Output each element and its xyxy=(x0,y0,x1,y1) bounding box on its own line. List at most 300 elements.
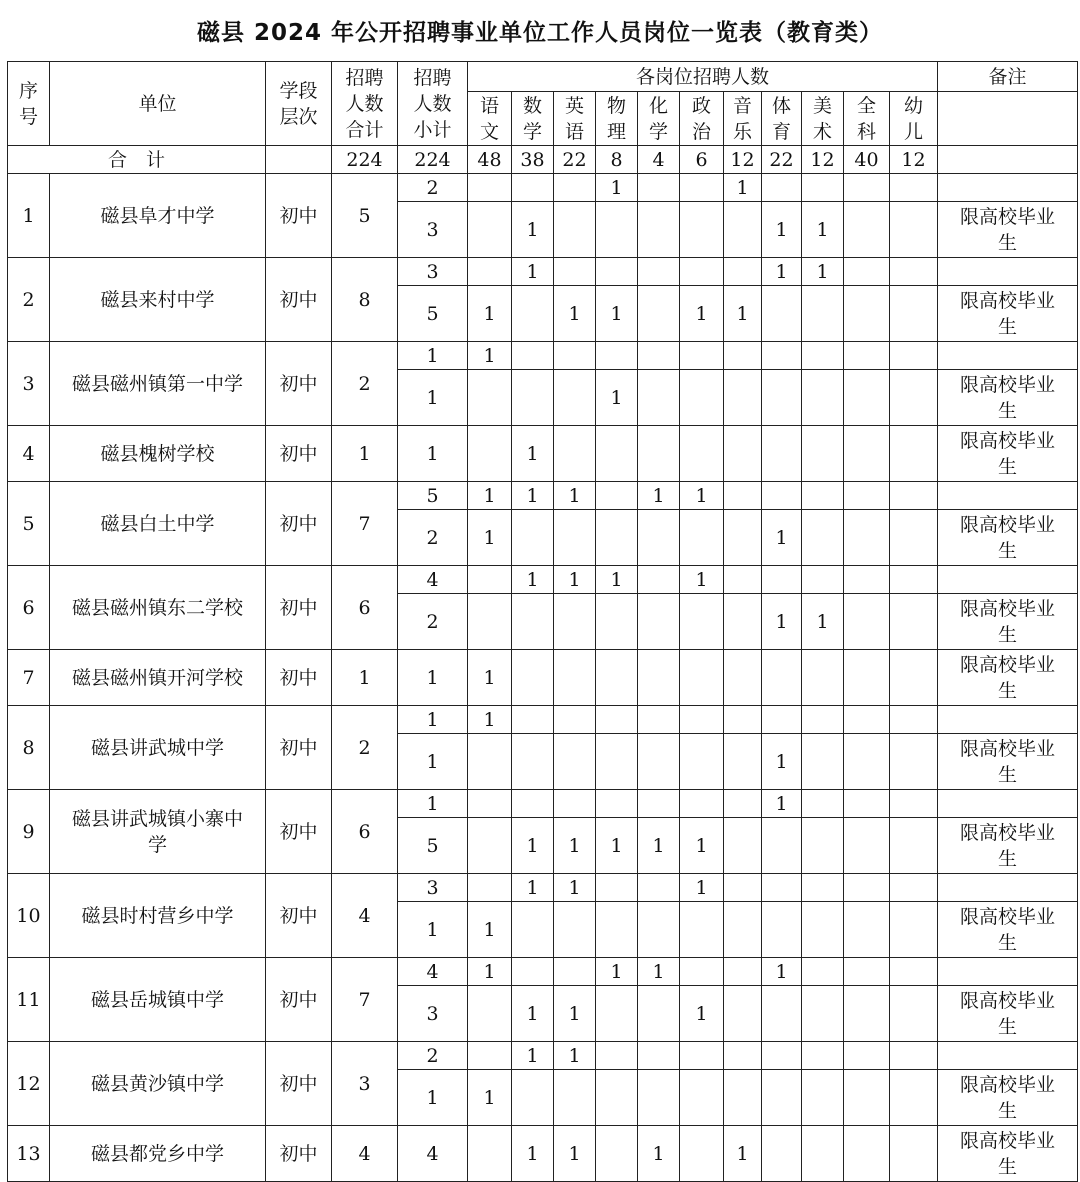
unit-subtotal: 1 xyxy=(398,1070,468,1126)
header-level-text: 层次 xyxy=(279,105,318,128)
subject-count xyxy=(724,510,762,566)
subject-count xyxy=(596,1070,638,1126)
subject-count xyxy=(638,426,680,482)
unit-name xyxy=(50,706,266,790)
subject-count: 1 xyxy=(638,958,680,986)
sum-subject-count: 40 xyxy=(844,146,890,174)
subject-count xyxy=(890,734,938,790)
subject-count xyxy=(844,482,890,510)
sum-label: 合 计 xyxy=(8,146,266,174)
subject-count: 1 xyxy=(554,286,596,342)
subject-count xyxy=(844,510,890,566)
subject-count xyxy=(890,426,938,482)
subject-count xyxy=(802,286,844,342)
unit-number: 2 xyxy=(8,258,50,342)
subject-count xyxy=(762,566,802,594)
subject-count: 1 xyxy=(512,258,554,286)
unit-name xyxy=(50,426,266,482)
remark-text: 限高校毕业 xyxy=(959,289,1055,312)
unit-level: 初中 xyxy=(266,482,332,566)
unit-name-text: 学 xyxy=(147,833,167,856)
subject-count: 1 xyxy=(802,594,844,650)
table-row xyxy=(8,258,1078,286)
subject-count xyxy=(638,874,680,902)
sum-subject-count: 6 xyxy=(680,146,724,174)
subject-count: 1 xyxy=(468,482,512,510)
remark xyxy=(938,790,1078,818)
remark-text: 生 xyxy=(997,763,1017,786)
unit-subtotal: 1 xyxy=(398,426,468,482)
subject-count xyxy=(890,202,938,258)
subject-count: 1 xyxy=(554,818,596,874)
subject-count xyxy=(680,342,724,370)
subject-count xyxy=(844,790,890,818)
sum-level-blank xyxy=(266,146,332,174)
remark-text: 限高校毕业 xyxy=(959,653,1055,676)
subject-count xyxy=(638,902,680,958)
remark-text: 生 xyxy=(997,399,1017,422)
header-remark-blank xyxy=(938,92,1078,146)
subject-count xyxy=(762,650,802,706)
table-row xyxy=(8,62,1078,92)
unit-level: 初中 xyxy=(266,342,332,426)
subject-count xyxy=(762,370,802,426)
subject-count xyxy=(680,174,724,202)
unit-level: 初中 xyxy=(266,258,332,342)
subject-count xyxy=(468,426,512,482)
subject-count xyxy=(554,258,596,286)
subject-count xyxy=(890,902,938,958)
remark-text: 限高校毕业 xyxy=(959,373,1055,396)
subject-count xyxy=(680,1070,724,1126)
subject-count xyxy=(890,174,938,202)
subject-count: 1 xyxy=(596,370,638,426)
subject-count xyxy=(468,986,512,1042)
subject-count xyxy=(638,174,680,202)
header-level-text: 学段 xyxy=(279,79,318,102)
remark-text: 生 xyxy=(997,847,1017,870)
subject-count xyxy=(724,958,762,986)
subject-count xyxy=(512,342,554,370)
header-subject-text: 育 xyxy=(771,120,791,143)
subject-count xyxy=(554,202,596,258)
unit-name-text: 磁县白土中学 xyxy=(100,512,215,535)
subject-count xyxy=(512,1070,554,1126)
subject-count xyxy=(890,1042,938,1070)
unit-subtotal: 4 xyxy=(398,1126,468,1182)
unit-total: 7 xyxy=(332,958,398,1042)
header-subject-text: 术 xyxy=(812,120,832,143)
header-total-text: 招聘 xyxy=(345,66,384,89)
unit-level: 初中 xyxy=(266,958,332,1042)
unit-name xyxy=(50,1126,266,1182)
subject-count xyxy=(596,1126,638,1182)
subject-count xyxy=(762,426,802,482)
header-subject-text: 化 xyxy=(648,94,668,117)
subject-count xyxy=(468,874,512,902)
unit-subtotal: 1 xyxy=(398,370,468,426)
sum-subject-count: 8 xyxy=(596,146,638,174)
remark-text: 限高校毕业 xyxy=(959,1129,1055,1152)
subject-count xyxy=(554,650,596,706)
subject-count xyxy=(724,202,762,258)
subject-count: 1 xyxy=(596,818,638,874)
subject-count xyxy=(890,874,938,902)
subject-count xyxy=(844,342,890,370)
subject-count xyxy=(724,874,762,902)
unit-level: 初中 xyxy=(266,650,332,706)
subject-count xyxy=(596,650,638,706)
subject-count: 1 xyxy=(680,482,724,510)
header-subject xyxy=(512,92,554,146)
subject-count xyxy=(724,426,762,482)
unit-name xyxy=(50,874,266,958)
subject-count xyxy=(596,902,638,958)
subject-count xyxy=(890,1070,938,1126)
subject-count xyxy=(890,510,938,566)
unit-number: 7 xyxy=(8,650,50,706)
unit-name-text: 磁县磁州镇东二学校 xyxy=(71,596,243,619)
subject-count xyxy=(802,174,844,202)
subject-count: 1 xyxy=(680,286,724,342)
subject-count xyxy=(468,818,512,874)
unit-subtotal: 1 xyxy=(398,734,468,790)
subject-count xyxy=(724,258,762,286)
unit-number: 1 xyxy=(8,174,50,258)
unit-level: 初中 xyxy=(266,1042,332,1126)
subject-count: 1 xyxy=(762,790,802,818)
unit-level: 初中 xyxy=(266,790,332,874)
subject-count: 1 xyxy=(596,286,638,342)
remark xyxy=(938,874,1078,902)
subject-count: 1 xyxy=(554,482,596,510)
subject-count xyxy=(596,594,638,650)
subject-count xyxy=(762,902,802,958)
subject-count: 1 xyxy=(762,510,802,566)
subject-count xyxy=(596,202,638,258)
header-subject-text: 美 xyxy=(812,94,832,117)
subject-count xyxy=(802,370,844,426)
unit-total: 8 xyxy=(332,258,398,342)
header-total-text: 人数 xyxy=(345,92,384,115)
header-subject xyxy=(554,92,596,146)
header-subject-text: 数 xyxy=(522,94,542,117)
subject-count xyxy=(844,902,890,958)
subject-count: 1 xyxy=(762,202,802,258)
remark xyxy=(938,258,1078,286)
recruitment-table xyxy=(7,61,1078,1182)
table-row xyxy=(8,482,1078,510)
header-total-text: 合计 xyxy=(345,118,384,141)
unit-total: 2 xyxy=(332,342,398,426)
header-subject xyxy=(724,92,762,146)
header-subject-text: 体 xyxy=(771,94,791,117)
subject-count xyxy=(512,902,554,958)
subject-count xyxy=(844,594,890,650)
sum-subject-count: 38 xyxy=(512,146,554,174)
unit-name xyxy=(50,650,266,706)
remark xyxy=(938,286,1078,342)
subject-count: 1 xyxy=(512,986,554,1042)
header-subject-text: 学 xyxy=(522,120,542,143)
subject-count: 1 xyxy=(554,986,596,1042)
table-row xyxy=(8,874,1078,902)
subject-count xyxy=(724,706,762,734)
remark-text: 生 xyxy=(997,1155,1017,1178)
subject-count xyxy=(890,986,938,1042)
table-row xyxy=(8,706,1078,734)
remark-text: 限高校毕业 xyxy=(959,989,1055,1012)
subject-count xyxy=(554,426,596,482)
remark xyxy=(938,594,1078,650)
subject-count xyxy=(638,258,680,286)
subject-count xyxy=(844,958,890,986)
subject-count: 1 xyxy=(762,258,802,286)
unit-level: 初中 xyxy=(266,174,332,258)
unit-number: 4 xyxy=(8,426,50,482)
table-row xyxy=(8,146,1078,174)
header-subject-text: 音 xyxy=(732,94,752,117)
header-subtotal xyxy=(398,62,468,146)
subject-count: 1 xyxy=(596,958,638,986)
unit-level: 初中 xyxy=(266,706,332,790)
subject-count xyxy=(762,874,802,902)
subject-count xyxy=(844,1126,890,1182)
subject-count xyxy=(680,958,724,986)
subject-count: 1 xyxy=(468,902,512,958)
remark xyxy=(938,650,1078,706)
remark xyxy=(938,706,1078,734)
unit-subtotal: 4 xyxy=(398,958,468,986)
subject-count xyxy=(554,902,596,958)
subject-count xyxy=(802,986,844,1042)
subject-count xyxy=(554,706,596,734)
header-total xyxy=(332,62,398,146)
subject-count xyxy=(724,790,762,818)
sum-subject-count: 4 xyxy=(638,146,680,174)
subject-count: 1 xyxy=(680,986,724,1042)
header-subject-text: 科 xyxy=(856,120,876,143)
subject-count xyxy=(844,734,890,790)
unit-subtotal: 5 xyxy=(398,818,468,874)
subject-count xyxy=(638,342,680,370)
remark xyxy=(938,818,1078,874)
sum-subtotal: 224 xyxy=(398,146,468,174)
unit-number: 3 xyxy=(8,342,50,426)
header-subject xyxy=(468,92,512,146)
subject-count xyxy=(638,986,680,1042)
header-remark: 备注 xyxy=(938,62,1078,92)
subject-count xyxy=(802,734,844,790)
unit-total: 3 xyxy=(332,1042,398,1126)
subject-count xyxy=(680,370,724,426)
subject-count xyxy=(680,1126,724,1182)
unit-number: 8 xyxy=(8,706,50,790)
subject-count xyxy=(468,1126,512,1182)
subject-count: 1 xyxy=(680,566,724,594)
subject-count xyxy=(802,426,844,482)
subject-count xyxy=(468,566,512,594)
subject-count: 1 xyxy=(596,174,638,202)
subject-count xyxy=(724,650,762,706)
remark xyxy=(938,510,1078,566)
subject-count xyxy=(554,734,596,790)
unit-name-text: 磁县讲武城中学 xyxy=(90,736,224,759)
subject-count xyxy=(890,706,938,734)
sum-subject-count: 12 xyxy=(724,146,762,174)
subject-count: 1 xyxy=(762,958,802,986)
header-seq-text: 序 xyxy=(18,79,38,102)
subject-count xyxy=(762,174,802,202)
header-subject xyxy=(802,92,844,146)
subject-count xyxy=(844,286,890,342)
header-positions-group: 各岗位招聘人数 xyxy=(468,62,938,92)
subject-count: 1 xyxy=(512,482,554,510)
unit-number: 11 xyxy=(8,958,50,1042)
table-row xyxy=(8,426,1078,482)
subject-count xyxy=(762,986,802,1042)
subject-count xyxy=(554,594,596,650)
subject-count xyxy=(596,874,638,902)
unit-name-text: 磁县阜才中学 xyxy=(100,204,215,227)
unit-name-text: 磁县磁州镇第一中学 xyxy=(71,372,243,395)
remark xyxy=(938,1070,1078,1126)
subject-count xyxy=(638,370,680,426)
unit-number: 5 xyxy=(8,482,50,566)
subject-count xyxy=(596,1042,638,1070)
unit-name-text: 磁县讲武城镇小寨中 xyxy=(71,807,243,830)
page-title: 磁县 2024 年公开招聘事业单位工作人员岗位一览表（教育类） xyxy=(196,20,884,46)
subject-count xyxy=(554,510,596,566)
subject-count xyxy=(802,790,844,818)
header-subtotal-text: 招聘 xyxy=(413,66,452,89)
remark xyxy=(938,902,1078,958)
subject-count xyxy=(762,482,802,510)
remark-text: 生 xyxy=(997,539,1017,562)
unit-name xyxy=(50,1042,266,1126)
unit-subtotal: 2 xyxy=(398,594,468,650)
subject-count: 1 xyxy=(512,426,554,482)
unit-subtotal: 3 xyxy=(398,202,468,258)
subject-count xyxy=(724,1042,762,1070)
remark xyxy=(938,202,1078,258)
subject-count xyxy=(762,818,802,874)
subject-count xyxy=(844,1042,890,1070)
header-subject-text: 治 xyxy=(691,120,711,143)
table-row xyxy=(8,566,1078,594)
header-subtotal-text: 小计 xyxy=(413,118,452,141)
subject-count xyxy=(890,790,938,818)
unit-subtotal: 2 xyxy=(398,1042,468,1070)
unit-subtotal: 3 xyxy=(398,258,468,286)
subject-count xyxy=(468,594,512,650)
subject-count xyxy=(638,650,680,706)
subject-count: 1 xyxy=(468,958,512,986)
subject-count xyxy=(638,734,680,790)
remark xyxy=(938,174,1078,202)
subject-count xyxy=(844,1070,890,1126)
unit-name-text: 磁县来村中学 xyxy=(100,288,215,311)
subject-count xyxy=(802,902,844,958)
unit-total: 1 xyxy=(332,426,398,482)
subject-count xyxy=(844,370,890,426)
unit-subtotal: 3 xyxy=(398,986,468,1042)
subject-count: 1 xyxy=(554,874,596,902)
subject-count xyxy=(802,342,844,370)
subject-count xyxy=(802,510,844,566)
unit-name xyxy=(50,258,266,342)
unit-number: 9 xyxy=(8,790,50,874)
table-row xyxy=(8,650,1078,706)
remark-text: 生 xyxy=(997,231,1017,254)
header-unit: 单位 xyxy=(50,62,266,146)
subject-count xyxy=(802,706,844,734)
subject-count xyxy=(844,202,890,258)
subject-count: 1 xyxy=(512,566,554,594)
subject-count: 1 xyxy=(512,818,554,874)
header-subject-text: 物 xyxy=(606,94,626,117)
subject-count xyxy=(512,958,554,986)
unit-total: 4 xyxy=(332,874,398,958)
remark-text: 限高校毕业 xyxy=(959,821,1055,844)
subject-count xyxy=(638,202,680,258)
subject-count: 1 xyxy=(724,174,762,202)
remark xyxy=(938,482,1078,510)
subject-count xyxy=(638,566,680,594)
header-seq xyxy=(8,62,50,146)
subject-count: 1 xyxy=(554,566,596,594)
remark-text: 生 xyxy=(997,1099,1017,1122)
remark-text: 生 xyxy=(997,623,1017,646)
unit-name xyxy=(50,566,266,650)
subject-count xyxy=(512,174,554,202)
remark xyxy=(938,1126,1078,1182)
remark-text: 生 xyxy=(997,455,1017,478)
subject-count xyxy=(802,958,844,986)
header-subject xyxy=(762,92,802,146)
remark-text: 限高校毕业 xyxy=(959,905,1055,928)
subject-count xyxy=(680,706,724,734)
subject-count xyxy=(680,510,724,566)
remark-text: 限高校毕业 xyxy=(959,513,1055,536)
remark xyxy=(938,986,1078,1042)
subject-count xyxy=(512,790,554,818)
unit-subtotal: 1 xyxy=(398,342,468,370)
subject-count: 1 xyxy=(468,342,512,370)
unit-number: 10 xyxy=(8,874,50,958)
unit-name-text: 磁县时村营乡中学 xyxy=(81,904,234,927)
subject-count xyxy=(890,594,938,650)
subject-count xyxy=(890,818,938,874)
subject-count xyxy=(724,594,762,650)
subject-count: 1 xyxy=(468,1070,512,1126)
unit-subtotal: 1 xyxy=(398,790,468,818)
subject-count: 1 xyxy=(638,482,680,510)
subject-count xyxy=(512,286,554,342)
subject-count: 1 xyxy=(638,1126,680,1182)
header-seq-text: 号 xyxy=(18,105,38,128)
subject-count: 1 xyxy=(512,1042,554,1070)
subject-count: 1 xyxy=(468,286,512,342)
subject-count xyxy=(890,958,938,986)
subject-count: 1 xyxy=(554,1042,596,1070)
subject-count xyxy=(844,650,890,706)
subject-count xyxy=(802,874,844,902)
subject-count: 1 xyxy=(638,818,680,874)
remark-text: 限高校毕业 xyxy=(959,737,1055,760)
subject-count xyxy=(512,370,554,426)
remark xyxy=(938,566,1078,594)
